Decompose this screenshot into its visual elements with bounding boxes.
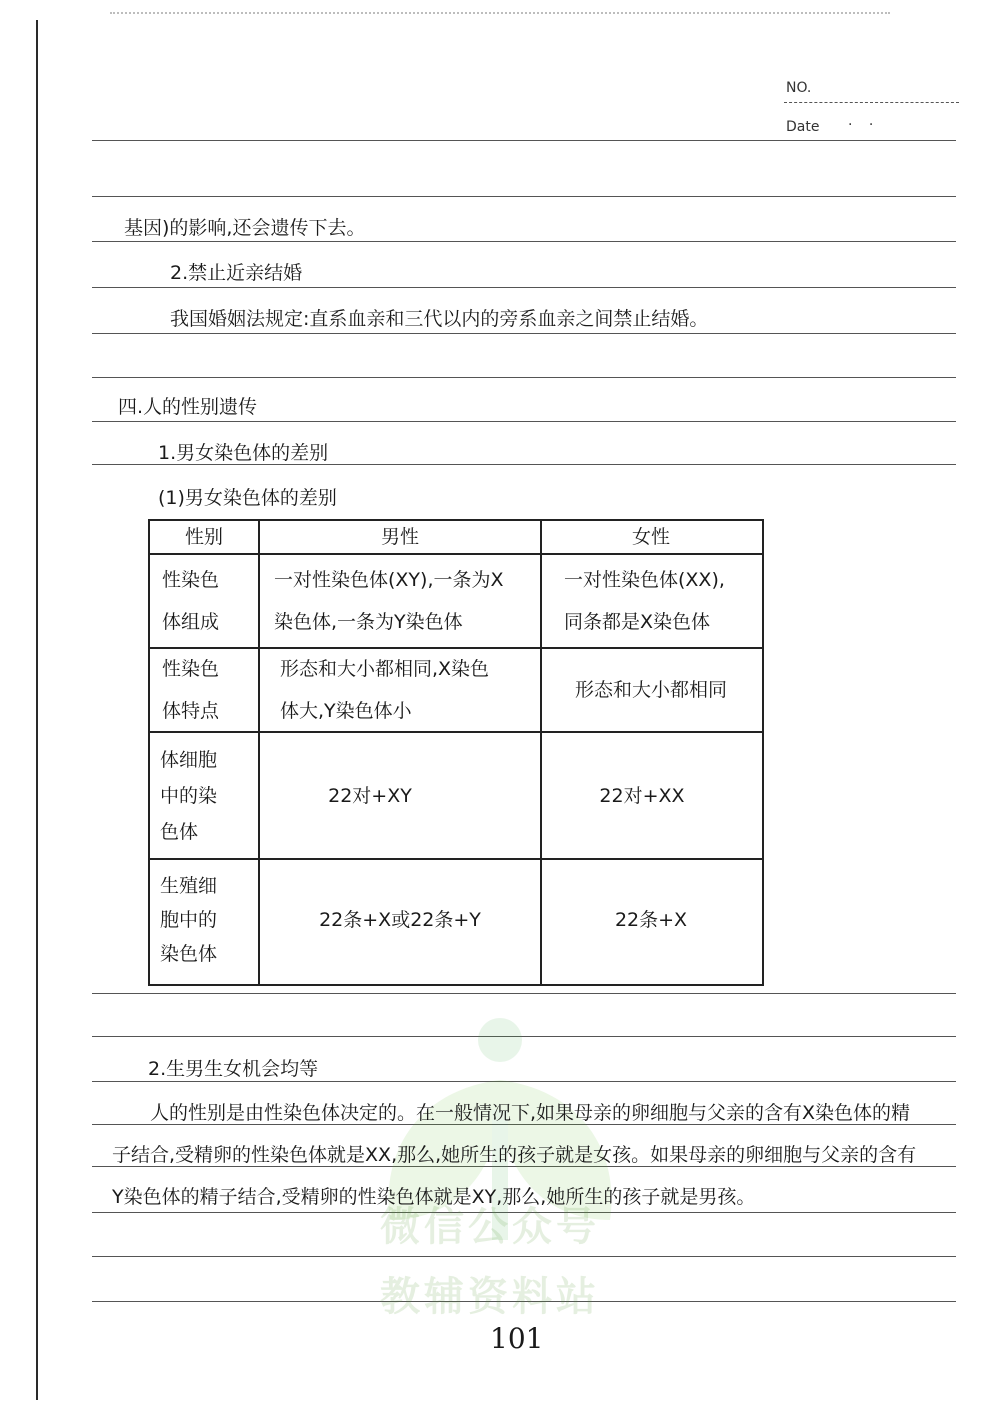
- row-label-line: 中的染: [160, 784, 218, 807]
- top-dotted-edge: [110, 12, 890, 14]
- row-label-line: 体细胞: [160, 748, 218, 771]
- cell-line: 一对性染色体(XX),: [564, 569, 725, 591]
- header-female: 女性: [631, 526, 670, 548]
- ruled-line: [92, 1256, 956, 1257]
- row-label-composition: [162, 555, 256, 647]
- heading-chromosome-difference: 1.男女染色体的差别: [158, 442, 329, 464]
- ruled-line: [92, 993, 956, 994]
- header-sex: 性别: [184, 526, 223, 548]
- male-features: [280, 649, 538, 731]
- heading-equal-chance: 2.生男生女机会均等: [148, 1058, 319, 1080]
- cell-line: 体大,Y染色体小: [280, 700, 412, 722]
- ruled-line: [92, 333, 956, 334]
- row-label-line: 胞中的: [160, 909, 218, 931]
- male-somatic: 22对+XY: [328, 784, 412, 807]
- female-composition: [564, 555, 758, 647]
- female-germ: 22条+X: [614, 909, 688, 931]
- sex-determination-paragraph: 人的性别是由性染色体决定的。在一般情况下,如果母亲的卵细胞与父亲的含有X染色体的精子结合,受精卵的性染色体就是XX,那么,她所生的孩子就是女孩。如果母亲的卵细胞与父亲的含有Y染色体的精子结合,受精卵的性染色体就是XY,那么,她所生的孩子就是男孩。: [112, 1102, 917, 1208]
- male-composition: [274, 555, 538, 647]
- page-number: 101: [490, 1322, 544, 1355]
- cell-line: 同条都是X染色体: [564, 611, 711, 633]
- row-label-line: 体特点: [162, 700, 220, 722]
- subheading-chromosome-difference: (1)男女染色体的差别: [158, 487, 337, 509]
- ruled-line: [92, 140, 956, 141]
- row-label-somatic: [160, 733, 256, 858]
- female-features: 形态和大小都相同: [574, 679, 727, 701]
- male-germ: 22条+X或22条+Y: [319, 909, 481, 931]
- row-label-line: 染色体: [160, 943, 218, 965]
- no-underline: [784, 102, 959, 103]
- margin-line: [36, 20, 38, 1400]
- date-dots: · ·: [848, 117, 880, 133]
- ruled-line: [92, 287, 956, 288]
- ruled-line: [92, 241, 956, 242]
- watermark-text-1: 微信公众号: [380, 1204, 600, 1250]
- ruled-line: [92, 377, 956, 378]
- heading-sex-inheritance: 四.人的性别遗传: [118, 396, 258, 418]
- cell-line: 形态和大小都相同,X染色: [280, 658, 490, 680]
- heading-forbid-consanguineous-marriage: 2.禁止近亲结婚: [170, 262, 303, 284]
- watermark-text-2: 教辅资料站: [380, 1274, 600, 1320]
- female-somatic: 22对+XX: [599, 784, 685, 807]
- row-label-line: 生殖细: [160, 875, 218, 897]
- marriage-law-text: 我国婚姻法规定:直系血亲和三代以内的旁系血亲之间禁止结婚。: [170, 308, 709, 330]
- chromosome-table: [148, 519, 764, 986]
- row-label-features: [162, 649, 256, 731]
- no-label: NO.: [786, 80, 812, 96]
- line-gene-influence: 基因)的影响,还会遗传下去。: [124, 217, 366, 239]
- row-label-line: 性染色: [162, 569, 220, 591]
- date-label: Date: [786, 119, 820, 135]
- row-label-germ: [160, 860, 256, 980]
- ruled-line: [92, 1036, 956, 1037]
- ruled-line: [92, 196, 956, 197]
- ruled-line: [92, 421, 956, 422]
- row-label-line: 体组成: [162, 611, 220, 633]
- cell-line: 染色体,一条为Y染色体: [274, 611, 463, 633]
- cell-line: 一对性染色体(XY),一条为X: [274, 569, 504, 591]
- header-male: 男性: [380, 526, 419, 548]
- row-label-line: 色体: [160, 820, 199, 843]
- ruled-line: [92, 1081, 956, 1082]
- row-label-line: 性染色: [162, 658, 220, 680]
- ruled-line: [92, 464, 956, 465]
